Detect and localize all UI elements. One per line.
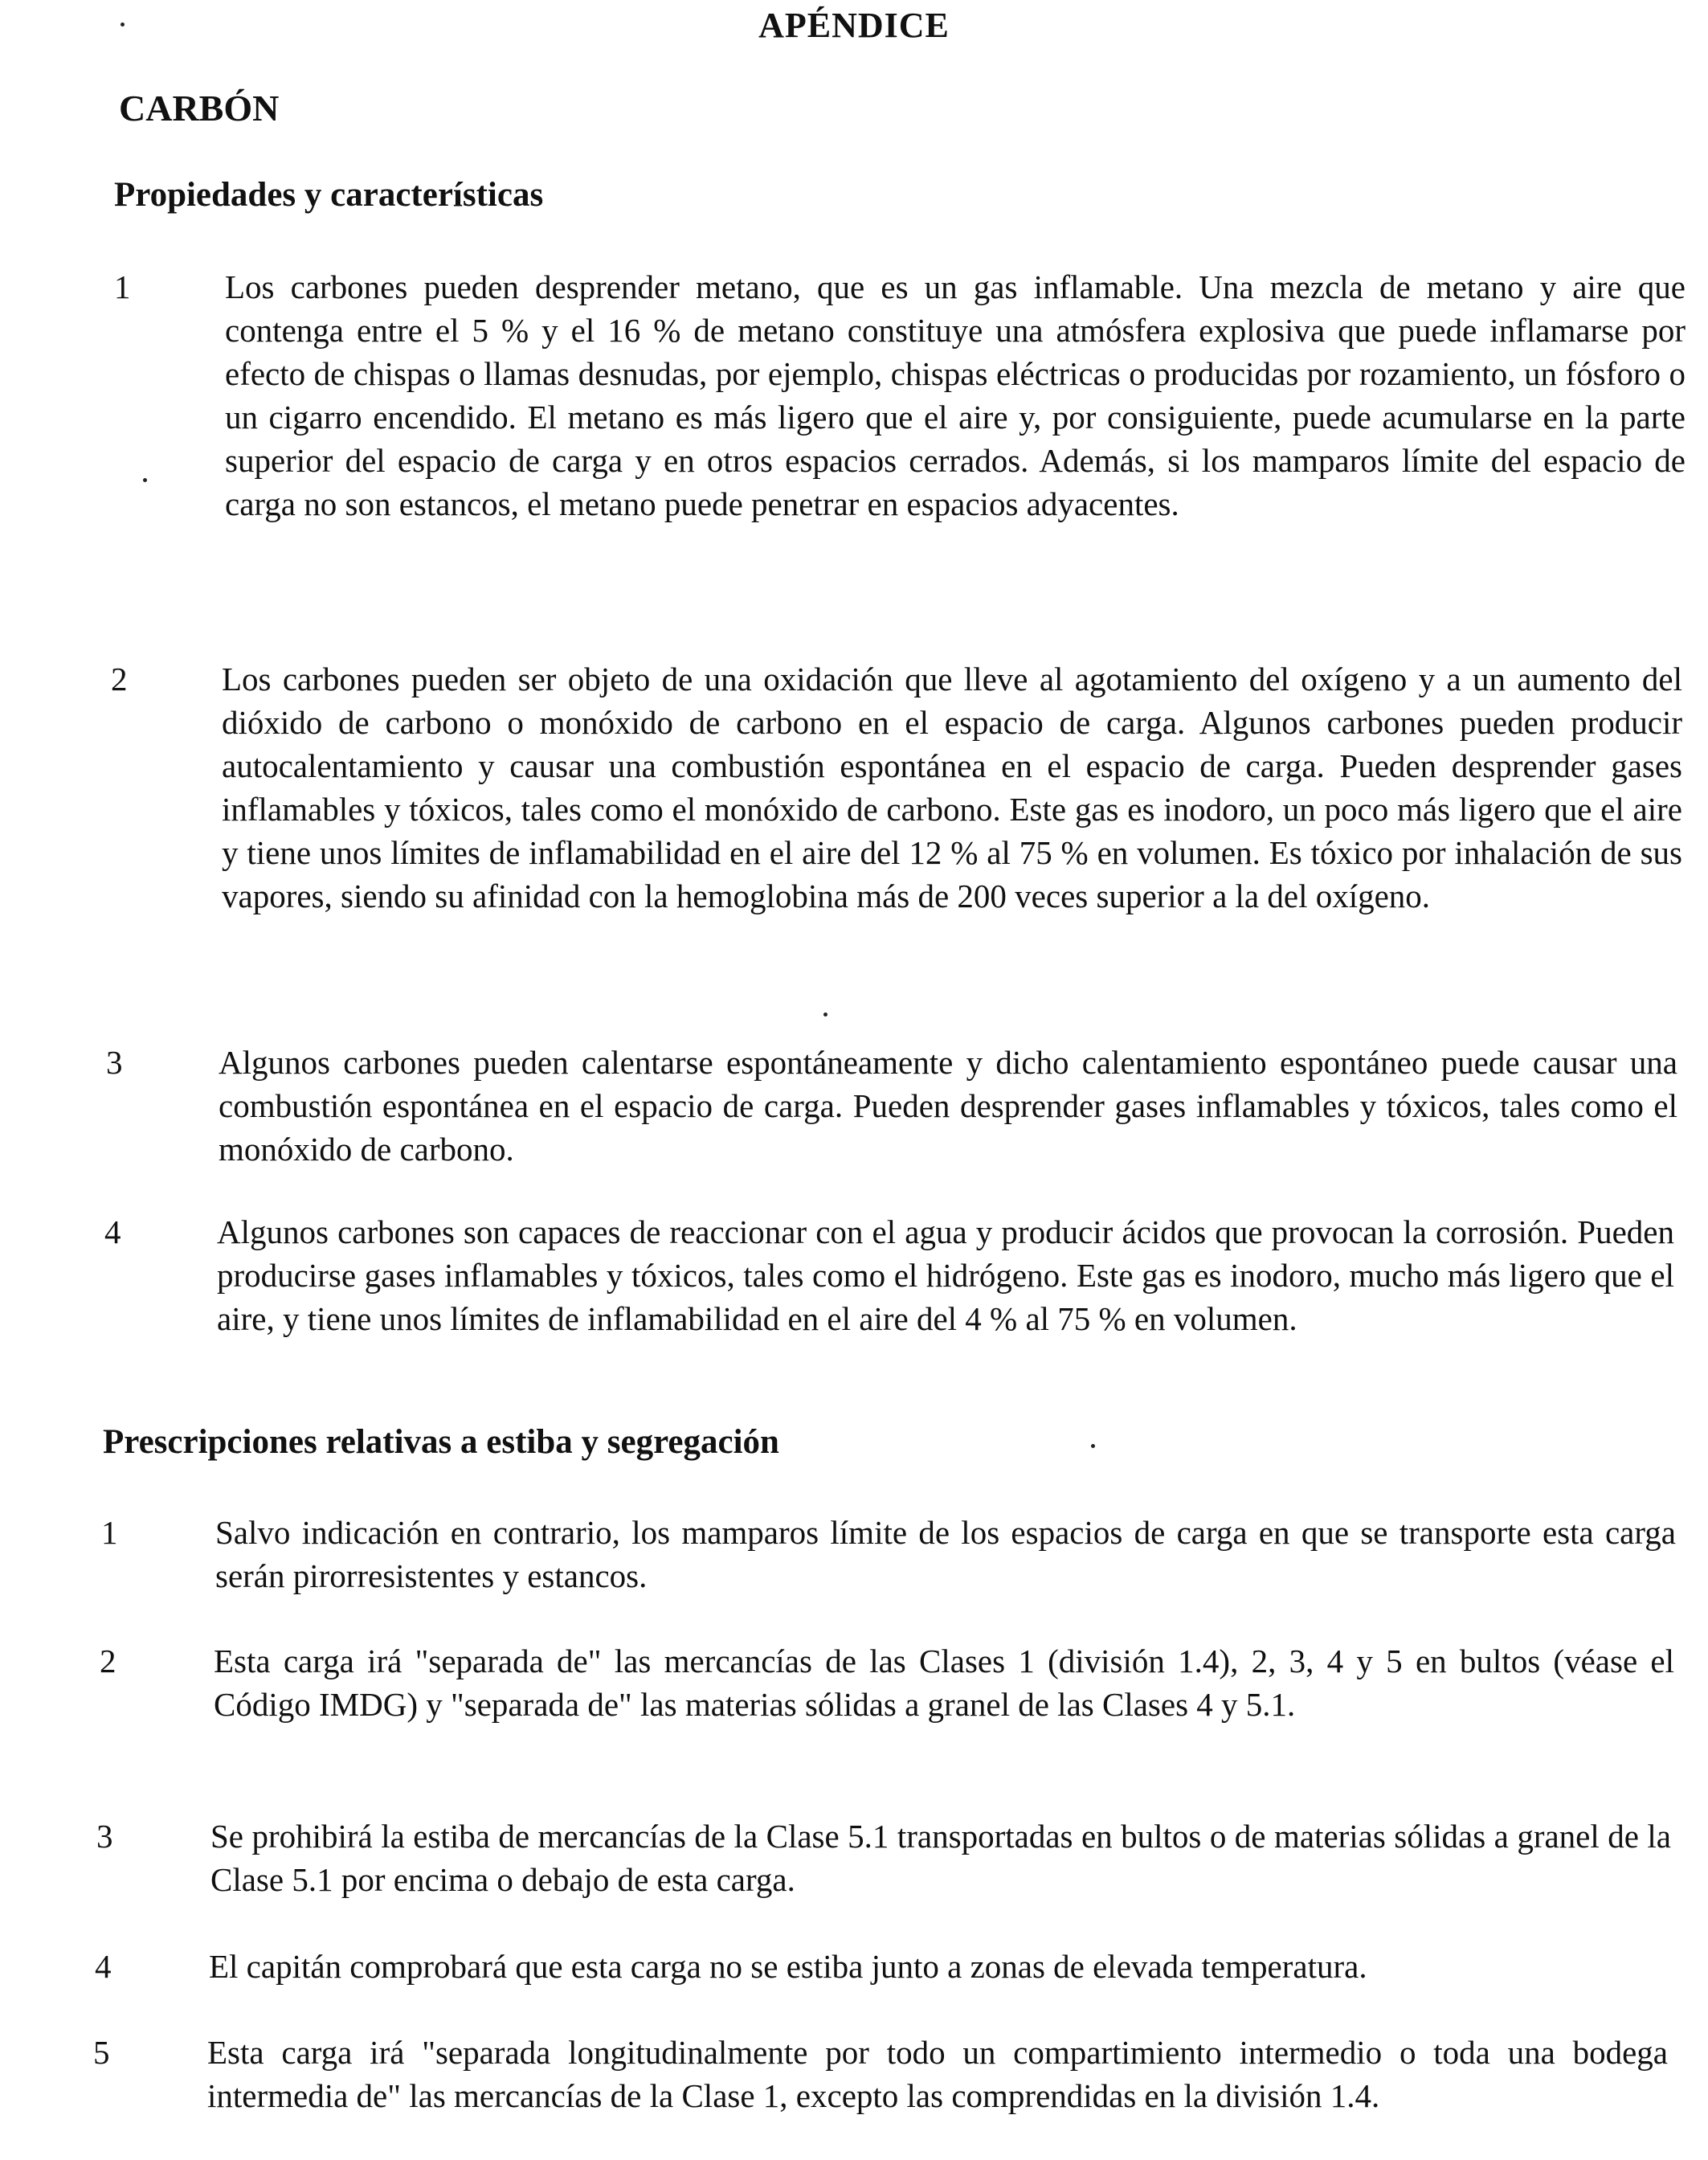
item-text: Se prohibirá la estiba de mercancías de la Clase 5.1 transportadas en bultos o de materias sólidas a granel de la Clase 5.1 por encima o debajo de esta carga. <box>210 1818 1671 1898</box>
item-text: El capitán comprobará que esta carga no se estiba junto a zonas de elevada temperatura. <box>209 1948 1367 1985</box>
scan-speck <box>823 1012 827 1017</box>
item-text: Salvo indicación en contrario, los mamparos límite de los espacios de carga en que se transporte esta carga serán pirorresistentes y estancos. <box>215 1514 1676 1594</box>
item-number: 2 <box>100 1642 116 1679</box>
document-title: APÉNDICE <box>758 6 950 45</box>
item-number: 5 <box>93 2034 110 2071</box>
item-number: 2 <box>111 661 128 698</box>
item-text: Algunos carbones pueden calentarse espontáneamente y dicho calentamiento espontáneo puede causar una combustión espontánea en el espacio de carga. Pueden desprender gases inflamables y tóxicos, tales como el monóxido de carbono. <box>219 1044 1677 1168</box>
scan-speck <box>143 478 147 482</box>
item-number: 1 <box>114 268 131 305</box>
item-number: 1 <box>101 1514 118 1551</box>
item-text: Esta carga irá "separada de" las mercancías de las Clases 1 (división 1.4), 2, 3, 4 y 5 en bultos (véase el Código IMDG) y "separada de" las materias sólidas a granel de las Clases 4 y 5.1. <box>214 1642 1674 1723</box>
item-number: 3 <box>106 1044 123 1081</box>
item-number: 4 <box>104 1213 121 1250</box>
properties-heading: Propiedades y características <box>114 176 544 214</box>
scan-speck <box>121 22 125 27</box>
section-title: CARBÓN <box>119 88 280 129</box>
stowage-heading: Prescripciones relativas a estiba y segregación <box>103 1423 779 1461</box>
item-text: Los carbones pueden desprender metano, que es un gas inflamable. Una mezcla de metano y aire que contenga entre el 5 % y el 16 % de metano constituye una atmósfera explosiva que puede inflamarse por efecto de chispas o llamas desnudas, por ejemplo, chispas eléctricas o producidas por rozamiento, un fósforo o un cigarro encendido. El metano es más ligero que el aire y, por consiguiente, puede acumularse en la parte superior del espacio de carga y en otros espacios cerrados. Además, si los mamparos límite del espacio de carga no son estancos, el metano puede penetrar en espacios adyacentes. <box>225 268 1686 522</box>
item-number: 3 <box>96 1818 113 1855</box>
item-text: Esta carga irá "separada longitudinalmente por todo un compartimiento intermedio o toda una bodega intermedia de" las mercancías de la Clase 1, excepto las comprendidas en la división 1.4. <box>207 2034 1668 2114</box>
scan-speck <box>1091 1444 1095 1448</box>
item-text: Algunos carbones son capaces de reaccionar con el agua y producir ácidos que provocan la corrosión. Pueden producirse gases inflamables y tóxicos, tales como el hidrógeno. Este gas es inodoro, mucho más ligero que el aire, y tiene unos límites de inflamabilidad en el aire del 4 % al 75 % en volumen. <box>217 1213 1674 1337</box>
item-number: 4 <box>95 1948 112 1985</box>
item-text: Los carbones pueden ser objeto de una oxidación que lleve al agotamiento del oxígeno y a un aumento del dióxido de carbono o monóxido de carbono en el espacio de carga. Algunos carbones pueden producir autocalentamiento y causar una combustión espontánea en el espacio de carga. Pueden desprender gases inflamables y tóxicos, tales como el monóxido de carbono. Este gas es inodoro, un poco más ligero que el aire y tiene unos límites de inflamabilidad en el aire del 12 % al 75 % en volumen. Es tóxico por inhalación de sus vapores, siendo su afinidad con la hemoglobina más de 200 veces superior a la del oxígeno. <box>222 661 1682 914</box>
